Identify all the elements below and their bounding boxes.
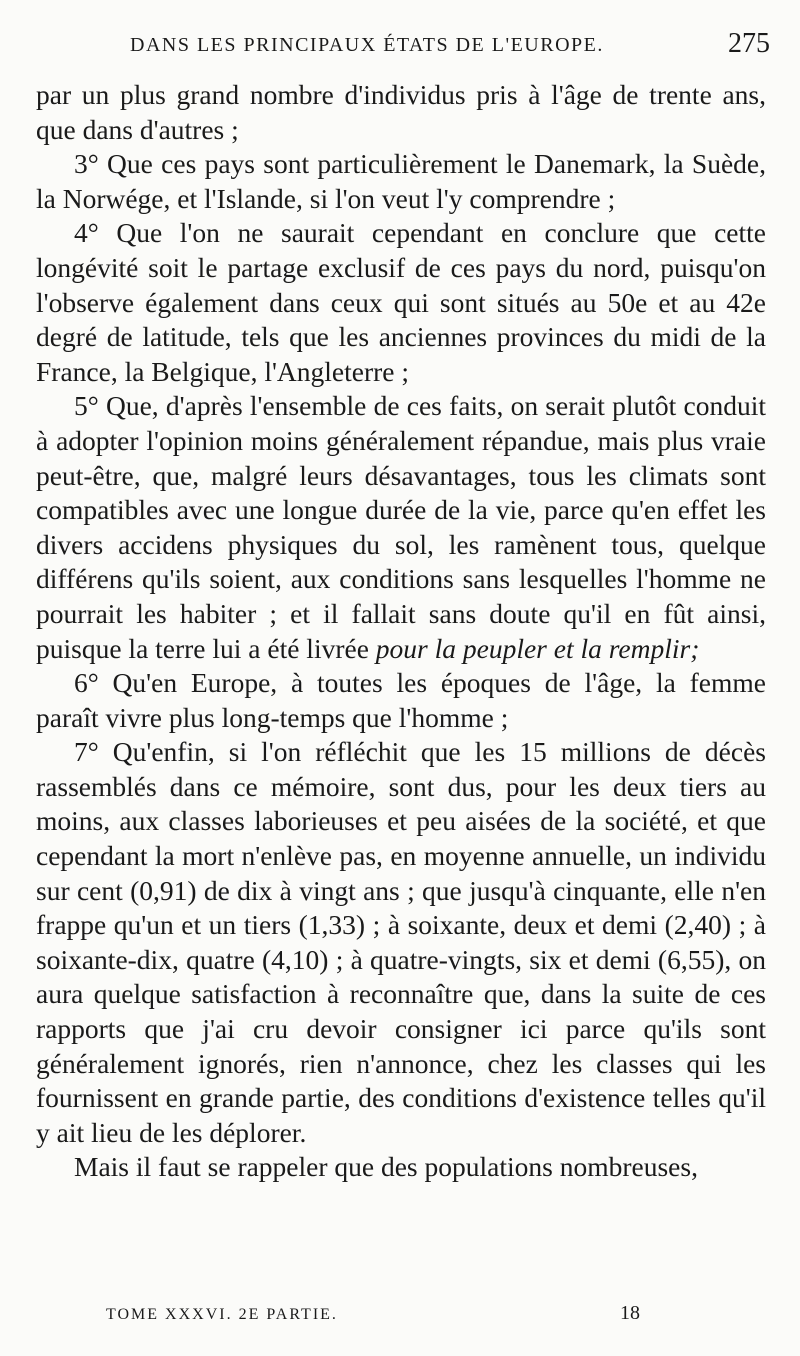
page-footer bbox=[30, 1302, 770, 1336]
paragraph bbox=[36, 78, 766, 147]
paragraph-text: Mais il faut se rappeler que des populations nombreuses, bbox=[74, 1151, 698, 1183]
paragraph bbox=[36, 389, 766, 666]
paragraph bbox=[36, 666, 766, 735]
italic-phrase: pour la peupler et la remplir; bbox=[375, 632, 700, 664]
paragraph-text: 7° Qu'enfin, si l'on réfléchit que les 15 millions de décès rassemblés dans ce mémoire, sont dus, pour les deux tiers au moins, aux classes laborieuses et peu aisées de la société, et que cependant la mort n'enlève pas, en moyenne annuelle, un individu sur cent (0,91) de dix à vingt ans ; que jusqu'à cinquante, elle n'en frappe qu'un et un tiers (1,33) ; à soixante, deux et demi (2,40) ; à soixante-dix, quatre (4,10) ; à quatre-vingts, six et demi (6,55), on aura quelque satisfaction à reconnaître que, dans la suite de ces rapports que j'ai cru devoir consigner ici parce qu'ils sont généralement ignorés, rien n'annonce, chez les classes qui les fournissent en grande partie, des conditions d'existence telles qu'il y ait lieu de les déplorer. bbox=[36, 736, 766, 1148]
running-head bbox=[30, 28, 770, 68]
paragraph bbox=[36, 735, 766, 1150]
volume-line: TOME XXXVI. 2E PARTIE. bbox=[106, 1306, 338, 1323]
signature-mark: 18 bbox=[620, 1302, 640, 1324]
paragraph bbox=[36, 1150, 766, 1185]
paragraph bbox=[36, 216, 766, 389]
page-body bbox=[36, 78, 766, 1185]
paragraph-text: 6° Qu'en Europe, à toutes les époques de l'âge, la femme paraît vivre plus long-temps que l'homme ; bbox=[36, 667, 766, 733]
paragraph bbox=[36, 147, 766, 216]
paragraph-text: 3° Que ces pays sont particulièrement le Danemark, la Suède, la Norwége, et l'Islande, si l'on veut l'y comprendre ; bbox=[36, 148, 766, 214]
running-title: DANS LES PRINCIPAUX ÉTATS DE L'EUROPE. bbox=[130, 34, 604, 56]
paragraph-text: 5° Que, d'après l'ensemble de ces faits, on serait plutôt conduit à adopter l'opinion moins généralement répandue, mais plus vraie peut-être, que, malgré leurs désavantages, tous les climats sont compatibles avec une longue durée de la vie, parce qu'en effet les divers accidens physiques du sol, les ramènent tous, quelque différens qu'ils soient, aux conditions sans lesquelles l'homme ne pourrait les habiter ; et il fallait sans doute qu'il en fût ainsi, puisque la terre lui a été livrée bbox=[36, 390, 766, 664]
page-number: 275 bbox=[728, 28, 770, 59]
paragraph-text: 4° Que l'on ne saurait cependant en conclure que cette longévité soit le partage exclusif de ces pays du nord, puisqu'on l'observe également dans ceux qui sont situés au 50e et au 42e degré de latitude, tels que les anciennes provinces du midi de la France, la Belgique, l'Angleterre ; bbox=[36, 217, 766, 387]
paragraph-text: par un plus grand nombre d'individus pris à l'âge de trente ans, que dans d'autres ; bbox=[36, 79, 766, 145]
